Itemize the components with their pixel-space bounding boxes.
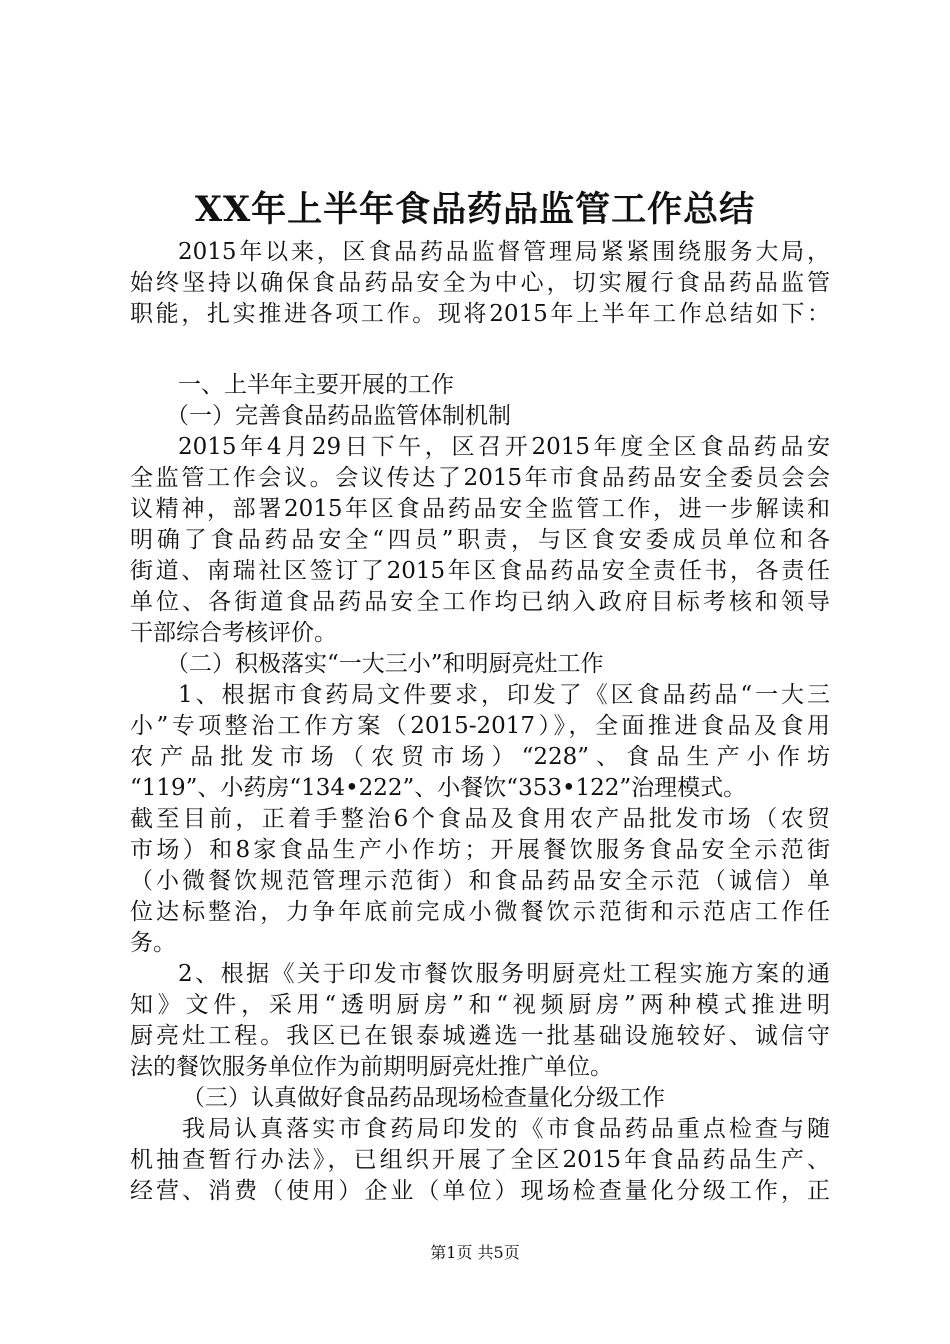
document-title: XX年上半年食品药品监管工作总结 [194, 189, 756, 230]
paragraph-line: 单位、各街道食品药品安全工作均已纳入政府目标考核和领导 [130, 589, 830, 615]
paragraph-intro-line: 始终坚持以确保食品药品安全为中心，切实履行食品药品监管 [130, 270, 830, 296]
paragraph-line: 小”专项整治工作方案（2015-2017）》，全面推进食品及食用 [130, 713, 830, 739]
paragraph-line: 我局认真落实市食药局印发的《市食品药品重点检查与随 [182, 1116, 830, 1142]
paragraph-line: 经营、消费（使用）企业（单位）现场检查量化分级工作，正 [130, 1178, 830, 1204]
paragraph-intro-line: 2015年以来，区食品药品监督管理局紧紧围绕服务大局， [178, 239, 830, 265]
paragraph-gap [130, 330, 830, 370]
paragraph-line: 2、根据《关于印发市餐饮服务明厨亮灶工程实施方案的通 [178, 961, 830, 987]
paragraph-line: 议精神，部署2015年区食品药品安全监管工作，进一步解读和 [130, 496, 830, 522]
paragraph-line: 1、根据市食药局文件要求，印发了《区食品药品“一大三 [178, 682, 830, 708]
paragraph-line: 全监管工作会议。会议传达了2015年市食品药品安全委员会会 [130, 465, 830, 491]
paragraph-line: 农产品批发市场（农贸市场）“228”、食品生产小作坊 [130, 744, 830, 770]
paragraph-line: “119”、小药房“134•222”、小餐饮“353•122”治理模式。 [130, 775, 747, 801]
subsection-heading-1: （一）完善食品药品监管体制机制 [166, 403, 511, 429]
paragraph-line: 务。 [130, 930, 176, 956]
paragraph-line: 截至目前，正着手整治6个食品及食用农产品批发市场（农贸 [130, 806, 830, 832]
paragraph-line: 街道、南瑞社区签订了2015年区食品药品安全责任书，各责任 [130, 558, 830, 584]
page-number-footer: 第1页 共5页 [430, 1243, 520, 1262]
paragraph-intro-line: 职能，扎实推进各项工作。现将2015年上半年工作总结如下： [130, 301, 830, 327]
paragraph-line: 位达标整治，力争年底前完成小微餐饮示范街和示范店工作任 [130, 899, 830, 925]
paragraph-line: 2015年4月29日下午，区召开2015年度全区食品药品安 [178, 434, 830, 460]
paragraph-line: （小微餐饮规范管理示范街）和食品药品安全示范（诚信）单 [130, 868, 830, 894]
paragraph-line: 知》文件，采用“透明厨房”和“视频厨房”两种模式推进明 [130, 992, 830, 1018]
subsection-heading-3: （三）认真做好食品药品现场检查量化分级工作 [182, 1085, 665, 1111]
document-body [130, 237, 830, 1207]
paragraph-line: 明确了食品药品安全“四员”职责，与区食安委成员单位和各 [130, 527, 830, 553]
paragraph-line: 市场）和8家食品生产小作坊；开展餐饮服务食品安全示范街 [130, 837, 830, 863]
subsection-heading-2: （二）积极落实“一大三小”和明厨亮灶工作 [166, 651, 604, 677]
section-heading-1: 一、上半年主要开展的工作 [178, 372, 454, 398]
paragraph-line: 机抽查暂行办法》，已组织开展了全区2015年食品药品生产、 [130, 1147, 830, 1173]
paragraph-line: 法的餐饮服务单位作为前期明厨亮灶推广单位。 [130, 1054, 613, 1080]
paragraph-line: 干部综合考核评价。 [130, 620, 337, 646]
paragraph-line: 厨亮灶工程。我区已在银泰城遴选一批基础设施较好、诚信守 [130, 1023, 830, 1049]
